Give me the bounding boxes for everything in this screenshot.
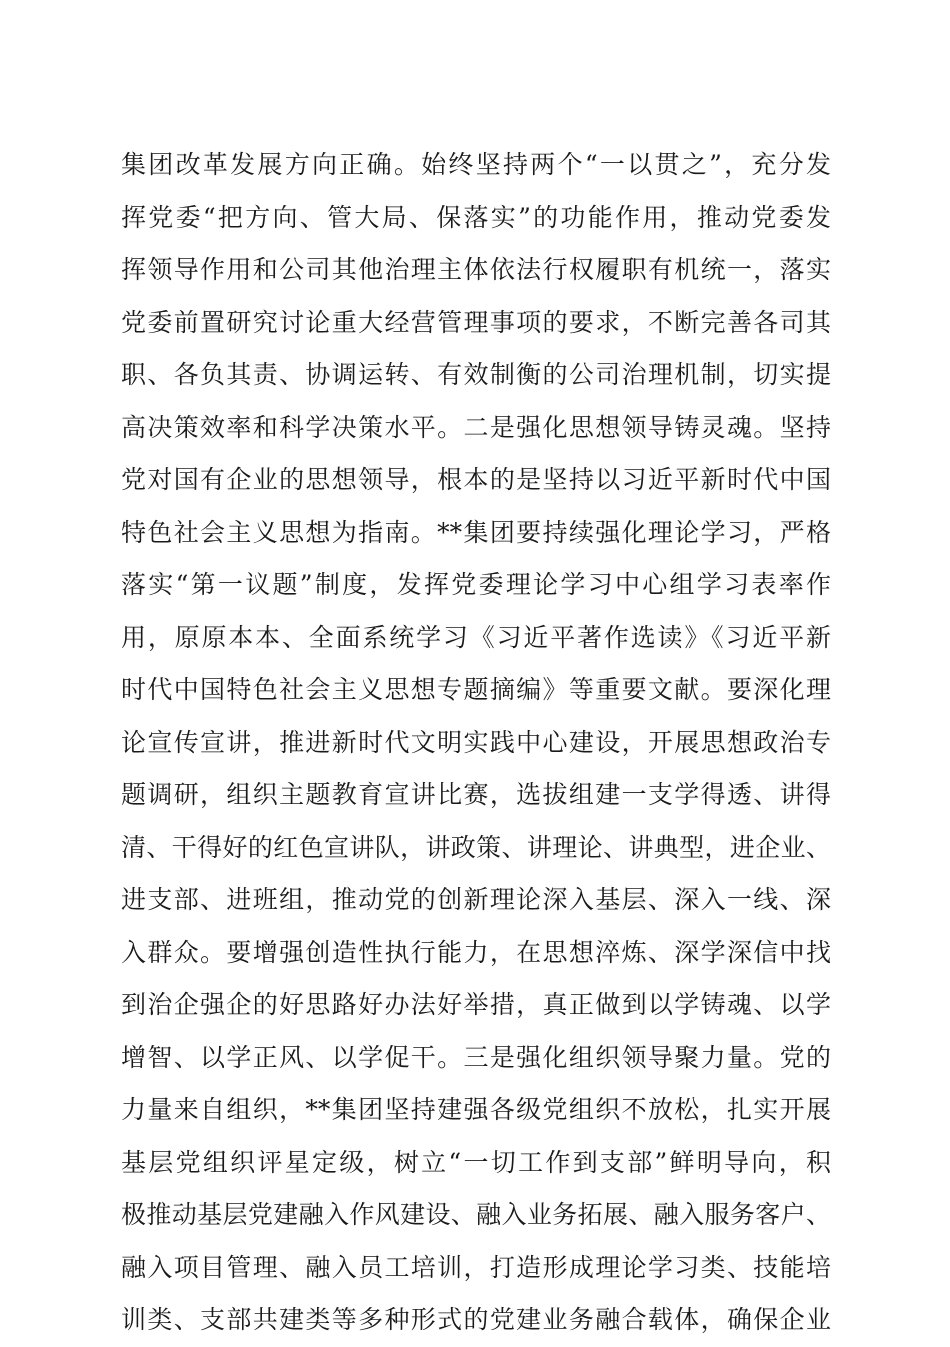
text-line: 入群众。要增强创造性执行能力，在思想淬炼、深学深信中找 <box>121 937 831 967</box>
text-line: 党委前置研究讨论重大经营管理事项的要求，不断完善各司其 <box>121 307 831 337</box>
text-line: 挥领导作用和公司其他治理主体依法行权履职有机统一，落实 <box>121 255 831 284</box>
text-line: 职、各负其责、协调运转、有效制衡的公司治理机制，切实提 <box>121 360 831 389</box>
text-line: 融入项目管理、融入员工培训，打造形成理论学习类、技能培 <box>121 1252 831 1282</box>
text-line: 题调研，组织主题教育宣讲比赛，选拔组建一支学得透、讲得 <box>121 780 831 809</box>
text-line: 挥党委“把方向、管大局、保落实”的功能作用，推动党委发 <box>121 202 831 232</box>
text-line: 集团改革发展方向正确。始终坚持两个“一以贯之”，充分发 <box>121 150 831 179</box>
text-line: 极推动基层党建融入作风建设、融入业务拓展、融入服务客户、 <box>121 1200 831 1229</box>
text-line: 基层党组织评星定级，树立“一切工作到支部”鲜明导向，积 <box>121 1147 831 1177</box>
text-line: 进支部、进班组，推动党的创新理论深入基层、深入一线、深 <box>121 885 831 914</box>
text-line: 论宣传宣讲，推进新时代文明实践中心建设，开展思想政治专 <box>121 727 831 757</box>
text-line: 力量来自组织，**集团坚持建强各级党组织不放松，扎实开展 <box>121 1095 831 1124</box>
text-line: 训类、支部共建类等多种形式的党建业务融合载体，确保企业 <box>121 1305 831 1334</box>
text-line: 特色社会主义思想为指南。**集团要持续强化理论学习，严格 <box>121 517 831 547</box>
text-line: 高决策效率和科学决策水平。二是强化思想领导铸灵魂。坚持 <box>121 412 831 442</box>
text-line: 党对国有企业的思想领导，根本的是坚持以习近平新时代中国 <box>121 465 831 494</box>
body-paragraph <box>121 139 831 1347</box>
text-line: 落实“第一议题”制度，发挥党委理论学习中心组学习表率作 <box>121 570 831 599</box>
text-line: 清、干得好的红色宣讲队，讲政策、讲理论、讲典型，进企业、 <box>121 832 831 862</box>
text-line: 时代中国特色社会主义思想专题摘编》等重要文献。要深化理 <box>121 675 831 704</box>
text-line: 用，原原本本、全面系统学习《习近平著作选读》《习近平新 <box>121 622 831 652</box>
text-line: 增智、以学正风、以学促干。三是强化组织领导聚力量。党的 <box>121 1042 831 1072</box>
text-line: 到治企强企的好思路好办法好举措，真正做到以学铸魂、以学 <box>121 990 831 1019</box>
